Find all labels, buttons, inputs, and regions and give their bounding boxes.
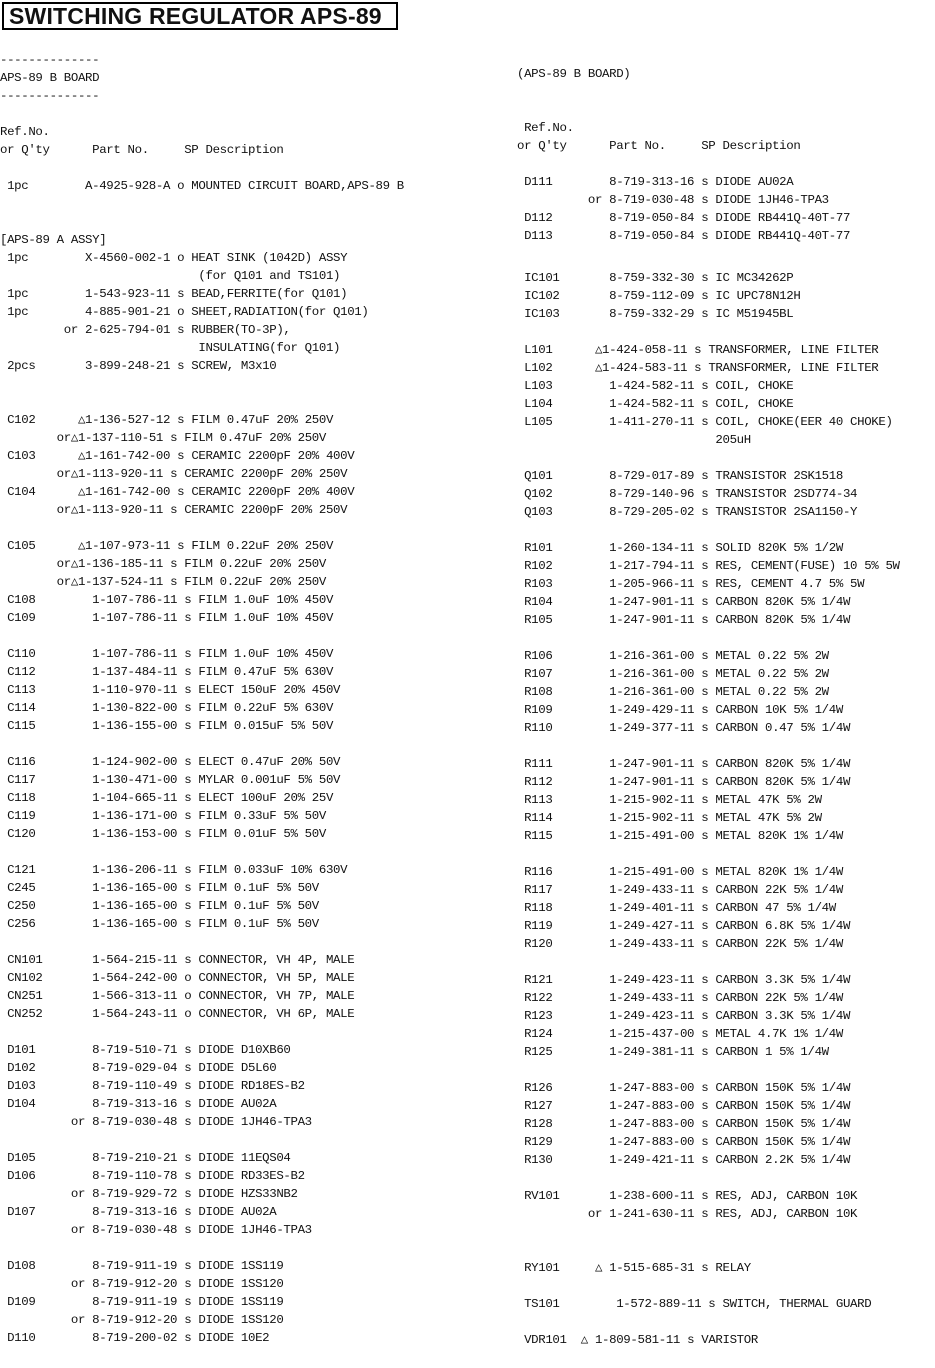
parts-list-line: R109 1-249-429-11 s CARBON 10K 5% 1/4W — [517, 703, 843, 717]
parts-list-line: L101 △1-424-058-11 s TRANSFORMER, LINE FILTER — [517, 343, 879, 357]
parts-list-line: or△1-113-920-11 s CERAMIC 2200pF 20% 250V — [0, 503, 348, 517]
parts-list-line: C120 1-136-153-00 s FILM 0.01uF 5% 50V — [0, 827, 326, 841]
parts-list-line: R115 1-215-491-00 s METAL 820K 1% 1/4W — [517, 829, 843, 843]
page-title: SWITCHING REGULATOR APS-89 — [2, 2, 398, 30]
parts-list-line: R107 1-216-361-00 s METAL 0.22 5% 2W — [517, 667, 829, 681]
parts-list-line: C250 1-136-165-00 s FILM 0.1uF 5% 50V — [0, 899, 319, 913]
parts-list-line: D112 8-719-050-84 s DIODE RB441Q-40T-77 — [517, 211, 851, 225]
parts-list-line: 1pc X-4560-002-1 o HEAT SINK (1042D) ASSY — [0, 251, 348, 265]
parts-list-line: C103 △1-161-742-00 s CERAMIC 2200pF 20% 400V — [0, 449, 355, 463]
parts-list-line: -------------- — [0, 53, 100, 67]
parts-list-line: D101 8-719-510-71 s DIODE D10XB60 — [0, 1043, 291, 1057]
parts-list-line: or 8-719-929-72 s DIODE HZS33NB2 — [0, 1187, 298, 1201]
parts-list-line: R121 1-249-423-11 s CARBON 3.3K 5% 1/4W — [517, 973, 851, 987]
parts-list-line: C256 1-136-165-00 s FILM 0.1uF 5% 50V — [0, 917, 319, 931]
parts-list-line: or△1-113-920-11 s CERAMIC 2200pF 20% 250V — [0, 467, 348, 481]
parts-list-line: -------------- — [0, 89, 100, 103]
parts-list-line: C116 1-124-902-00 s ELECT 0.47uF 20% 50V — [0, 755, 341, 769]
parts-list-line: IC102 8-759-112-09 s IC UPC78N12H — [517, 289, 801, 303]
parts-list-line: C102 △1-136-527-12 s FILM 0.47uF 20% 250V — [0, 413, 334, 427]
parts-list-line: IC103 8-759-332-29 s IC M51945BL — [517, 307, 794, 321]
parts-list-line: (for Q101 and TS101) — [0, 269, 341, 283]
parts-list-line: or 8-719-030-48 s DIODE 1JH46-TPA3 — [517, 193, 829, 207]
parts-list-line: R103 1-205-966-11 s RES, CEMENT 4.7 5% 5W — [517, 577, 865, 591]
parts-list-line: or 8-719-030-48 s DIODE 1JH46-TPA3 — [0, 1223, 312, 1237]
parts-list-line: or Q'ty Part No. SP Description — [0, 143, 284, 157]
parts-list-line: (APS-89 B BOARD) — [517, 67, 631, 81]
parts-list-line: L102 △1-424-583-11 s TRANSFORMER, LINE FILTER — [517, 361, 879, 375]
parts-list-line: CN252 1-564-243-11 o CONNECTOR, VH 6P, MALE — [0, 1007, 355, 1021]
parts-list-line: C117 1-130-471-00 s MYLAR 0.001uF 5% 50V — [0, 773, 341, 787]
parts-list-line: R123 1-249-423-11 s CARBON 3.3K 5% 1/4W — [517, 1009, 851, 1023]
parts-list-line: R113 1-215-902-11 s METAL 47K 5% 2W — [517, 793, 822, 807]
parts-list-line: 1pc 1-543-923-11 s BEAD,FERRITE(for Q101) — [0, 287, 348, 301]
parts-list-line: C110 1-107-786-11 s FILM 1.0uF 10% 450V — [0, 647, 334, 661]
parts-list-line: VDR101 △ 1-809-581-11 s VARISTOR — [517, 1333, 758, 1347]
parts-list-line: R106 1-216-361-00 s METAL 0.22 5% 2W — [517, 649, 829, 663]
parts-list-line: or 1-241-630-11 s RES, ADJ, CARBON 10K — [517, 1207, 858, 1221]
parts-list-line: C112 1-137-484-11 s FILM 0.47uF 5% 630V — [0, 665, 334, 679]
parts-list-line: R118 1-249-401-11 s CARBON 47 5% 1/4W — [517, 901, 836, 915]
parts-list-line: R128 1-247-883-00 s CARBON 150K 5% 1/4W — [517, 1117, 851, 1131]
parts-list-line: D103 8-719-110-49 s DIODE RD18ES-B2 — [0, 1079, 305, 1093]
parts-list-line: D110 8-719-200-02 s DIODE 10E2 — [0, 1331, 270, 1345]
parts-list-line: R130 1-249-421-11 s CARBON 2.2K 5% 1/4W — [517, 1153, 851, 1167]
parts-list-line: CN251 1-566-313-11 o CONNECTOR, VH 7P, MALE — [0, 989, 355, 1003]
parts-list-line: APS-89 B BOARD — [0, 71, 100, 85]
parts-list-line: D105 8-719-210-21 s DIODE 11EQS04 — [0, 1151, 291, 1165]
parts-list-line: R125 1-249-381-11 s CARBON 1 5% 1/4W — [517, 1045, 829, 1059]
parts-list-line: L104 1-424-582-11 s COIL, CHOKE — [517, 397, 794, 411]
parts-list-line: 2pcs 3-899-248-21 s SCREW, M3x10 — [0, 359, 277, 373]
parts-list-line: D107 8-719-313-16 s DIODE AU02A — [0, 1205, 277, 1219]
parts-list-line: 205uH — [517, 433, 751, 447]
parts-list-line: or 8-719-912-20 s DIODE 1SS120 — [0, 1277, 284, 1291]
parts-list-line: C104 △1-161-742-00 s CERAMIC 2200pF 20% 400V — [0, 485, 355, 499]
parts-list-line: RV101 1-238-600-11 s RES, ADJ, CARBON 10K — [517, 1189, 858, 1203]
parts-list-line: R108 1-216-361-00 s METAL 0.22 5% 2W — [517, 685, 829, 699]
parts-list-line: R112 1-247-901-11 s CARBON 820K 5% 1/4W — [517, 775, 851, 789]
parts-list-line: [APS-89 A ASSY] — [0, 233, 107, 247]
parts-list-line: or△1-137-524-11 s FILM 0.22uF 20% 250V — [0, 575, 326, 589]
parts-list-line: L103 1-424-582-11 s COIL, CHOKE — [517, 379, 794, 393]
parts-list-line: R122 1-249-433-11 s CARBON 22K 5% 1/4W — [517, 991, 843, 1005]
parts-list-line: D109 8-719-911-19 s DIODE 1SS119 — [0, 1295, 284, 1309]
parts-list-line: C121 1-136-206-11 s FILM 0.033uF 10% 630V — [0, 863, 348, 877]
parts-list-line: 1pc 4-885-901-21 o SHEET,RADIATION(for Q101) — [0, 305, 369, 319]
parts-list-line: IC101 8-759-332-30 s IC MC34262P — [517, 271, 794, 285]
parts-list-line: R124 1-215-437-00 s METAL 4.7K 1% 1/4W — [517, 1027, 843, 1041]
parts-list-line: R116 1-215-491-00 s METAL 820K 1% 1/4W — [517, 865, 843, 879]
parts-list-line: R105 1-247-901-11 s CARBON 820K 5% 1/4W — [517, 613, 851, 627]
parts-list-line: INSULATING(for Q101) — [0, 341, 341, 355]
parts-list-line: CN101 1-564-215-11 s CONNECTOR, VH 4P, MALE — [0, 953, 355, 967]
parts-list-line: Ref.No. — [517, 121, 574, 135]
parts-list-line: R102 1-217-794-11 s RES, CEMENT(FUSE) 10 5% 5W — [517, 559, 900, 573]
parts-list-line: or 2-625-794-01 s RUBBER(TO-3P), — [0, 323, 291, 337]
parts-list-line: RY101 △ 1-515-685-31 s RELAY — [517, 1261, 751, 1275]
parts-list-line: R114 1-215-902-11 s METAL 47K 5% 2W — [517, 811, 822, 825]
parts-list-line: R120 1-249-433-11 s CARBON 22K 5% 1/4W — [517, 937, 843, 951]
parts-list-line: or 8-719-030-48 s DIODE 1JH46-TPA3 — [0, 1115, 312, 1129]
parts-list-line: or△1-136-185-11 s FILM 0.22uF 20% 250V — [0, 557, 326, 571]
parts-list-line: Q101 8-729-017-89 s TRANSISTOR 2SK1518 — [517, 469, 843, 483]
parts-list-line: D111 8-719-313-16 s DIODE AU02A — [517, 175, 794, 189]
parts-list-line: TS101 1-572-889-11 s SWITCH, THERMAL GUARD — [517, 1297, 872, 1311]
parts-list-line: D113 8-719-050-84 s DIODE RB441Q-40T-77 — [517, 229, 851, 243]
parts-list-line: or 8-719-912-20 s DIODE 1SS120 — [0, 1313, 284, 1327]
parts-list-line: R110 1-249-377-11 s CARBON 0.47 5% 1/4W — [517, 721, 851, 735]
parts-list-line: Q102 8-729-140-96 s TRANSISTOR 2SD774-34 — [517, 487, 858, 501]
parts-list-line: D104 8-719-313-16 s DIODE AU02A — [0, 1097, 277, 1111]
parts-list-line: C114 1-130-822-00 s FILM 0.22uF 5% 630V — [0, 701, 334, 715]
parts-list-line: CN102 1-564-242-00 o CONNECTOR, VH 5P, MALE — [0, 971, 355, 985]
parts-list-line: D102 8-719-029-04 s DIODE D5L60 — [0, 1061, 277, 1075]
parts-list-line: C119 1-136-171-00 s FILM 0.33uF 5% 50V — [0, 809, 326, 823]
parts-list-line: Ref.No. — [0, 125, 50, 139]
parts-list-line: or△1-137-110-51 s FILM 0.47uF 20% 250V — [0, 431, 326, 445]
parts-list-line: L105 1-411-270-11 s COIL, CHOKE(EER 40 CHOKE) — [517, 415, 893, 429]
parts-list-line: C108 1-107-786-11 s FILM 1.0uF 10% 450V — [0, 593, 334, 607]
parts-list-line: 1pc A-4925-928-A o MOUNTED CIRCUIT BOARD,APS-89 B — [0, 179, 404, 193]
parts-list-line: C113 1-110-970-11 s ELECT 150uF 20% 450V — [0, 683, 341, 697]
parts-list-line: R111 1-247-901-11 s CARBON 820K 5% 1/4W — [517, 757, 851, 771]
parts-list-line: R119 1-249-427-11 s CARBON 6.8K 5% 1/4W — [517, 919, 851, 933]
parts-list-line: C109 1-107-786-11 s FILM 1.0uF 10% 450V — [0, 611, 334, 625]
parts-list-line: D106 8-719-110-78 s DIODE RD33ES-B2 — [0, 1169, 305, 1183]
parts-list-line: C245 1-136-165-00 s FILM 0.1uF 5% 50V — [0, 881, 319, 895]
parts-list-line: R104 1-247-901-11 s CARBON 820K 5% 1/4W — [517, 595, 851, 609]
parts-list-line: C115 1-136-155-00 s FILM 0.015uF 5% 50V — [0, 719, 334, 733]
parts-list-line: or Q'ty Part No. SP Description — [517, 139, 801, 153]
parts-list-line: R117 1-249-433-11 s CARBON 22K 5% 1/4W — [517, 883, 843, 897]
parts-list-line: Q103 8-729-205-02 s TRANSISTOR 2SA1150-Y — [517, 505, 858, 519]
parts-list-line: R126 1-247-883-00 s CARBON 150K 5% 1/4W — [517, 1081, 851, 1095]
parts-list-line: C118 1-104-665-11 s ELECT 100uF 20% 25V — [0, 791, 334, 805]
parts-list-line: R101 1-260-134-11 s SOLID 820K 5% 1/2W — [517, 541, 843, 555]
parts-list-line: D108 8-719-911-19 s DIODE 1SS119 — [0, 1259, 284, 1273]
parts-list-line: C105 △1-107-973-11 s FILM 0.22uF 20% 250V — [0, 539, 334, 553]
parts-list-line: R129 1-247-883-00 s CARBON 150K 5% 1/4W — [517, 1135, 851, 1149]
parts-list-line: R127 1-247-883-00 s CARBON 150K 5% 1/4W — [517, 1099, 851, 1113]
